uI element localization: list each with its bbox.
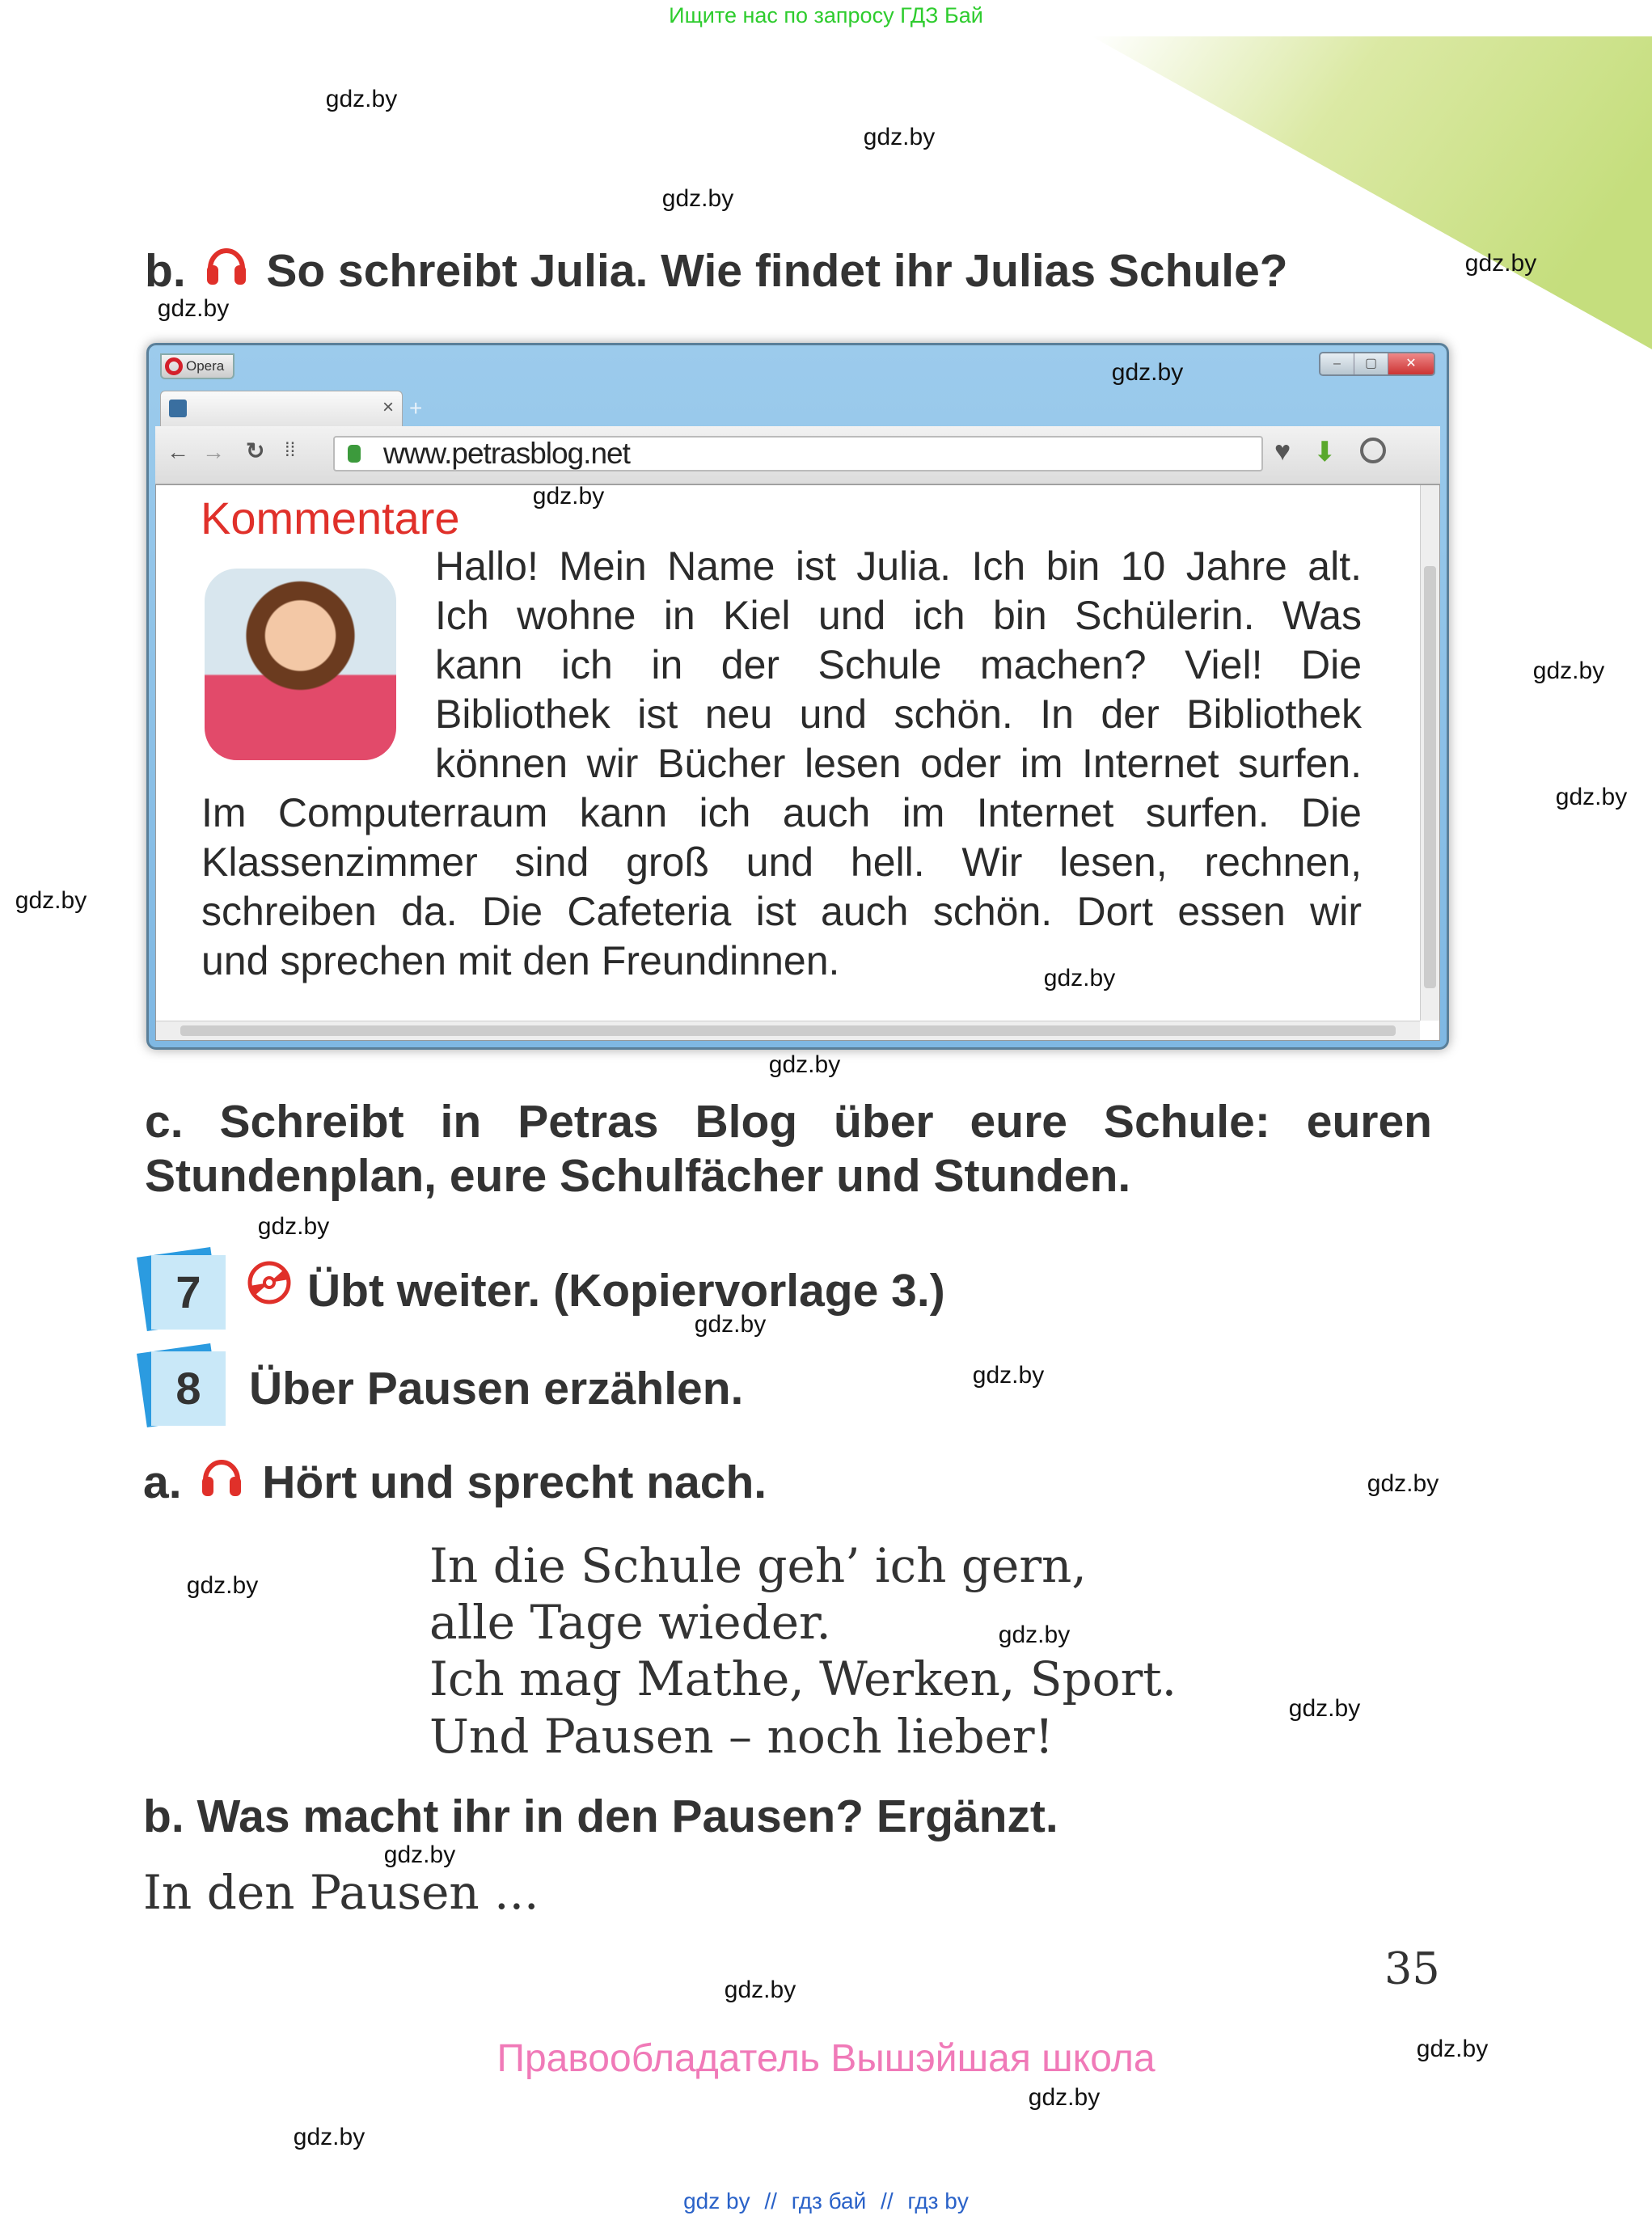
heart-icon[interactable]: ♥	[1274, 436, 1291, 467]
watermark: gdz.by	[15, 887, 87, 914]
green-corner-decoration	[0, 0, 1652, 364]
exercise-8b-title: Was macht ihr in den Pausen? Ergänzt.	[196, 1791, 1058, 1842]
scrollbar-thumb[interactable]	[1424, 566, 1436, 988]
download-icon[interactable]: ⬇	[1313, 437, 1337, 467]
blog-line: schreiben da. Die Cafeteria ist auch schön. Dort essen wir	[201, 889, 1362, 934]
horizontal-scrollbar[interactable]	[156, 1021, 1420, 1040]
lock-icon	[348, 445, 361, 463]
new-tab-icon[interactable]: +	[409, 395, 423, 421]
address-bar[interactable]	[333, 436, 1263, 471]
exercise-number: 8	[151, 1351, 226, 1426]
headphones-icon	[204, 241, 249, 290]
watermark: gdz.by	[1555, 784, 1628, 810]
exercise-8a-title: Hört und sprecht nach.	[262, 1457, 767, 1508]
opera-logo-icon	[165, 357, 183, 375]
tab-close-icon[interactable]: ×	[382, 396, 394, 418]
section-b-title: So schreibt Julia. Wie findet ihr Julias Schule?	[266, 245, 1288, 297]
turbo-icon[interactable]	[1360, 438, 1386, 463]
exercise-8b-label: b.	[143, 1791, 184, 1842]
browser-window	[146, 343, 1449, 1050]
footer-separator: //	[881, 2188, 894, 2213]
blog-line: Hallo! Mein Name ist Julia. Ich bin 10 Jahre alt.	[435, 543, 1362, 589]
watermark: gdz.by	[1028, 2084, 1101, 2111]
watermark: gdz.by	[972, 1362, 1045, 1389]
reload-icon[interactable]: ↻	[246, 438, 265, 463]
exercise-7-number-box	[146, 1255, 221, 1330]
comments-heading: Kommentare	[201, 493, 460, 543]
answer-starter: In den Pausen ...	[143, 1865, 539, 1920]
footer-link[interactable]: гдз бай	[791, 2188, 867, 2213]
julia-photo	[205, 569, 396, 760]
watermark: gdz.by	[1464, 250, 1537, 277]
footer-separator: //	[764, 2188, 777, 2213]
watermark: gdz.by	[293, 2124, 365, 2150]
watermark: gdz.by	[1532, 657, 1605, 684]
minimize-button[interactable]: –	[1320, 353, 1354, 374]
watermark: gdz.by	[1111, 359, 1184, 386]
exercise-8a-label: a.	[143, 1457, 182, 1508]
section-c-line	[145, 1095, 1432, 1148]
watermark: gdz.by	[186, 1572, 259, 1599]
section-c-text: Schreibt in Petras Blog über eure Schule: euren	[219, 1096, 1432, 1148]
cd-icon	[247, 1260, 292, 1305]
watermark: gdz.by	[768, 1051, 841, 1078]
blog-line: Klassenzimmer sind groß und hell. Wir lesen, rechnen,	[201, 839, 1362, 885]
vertical-scrollbar[interactable]	[1420, 485, 1439, 1021]
watermark: gdz.by	[998, 1621, 1071, 1648]
watermark: gdz.by	[1043, 965, 1116, 991]
poem-line: Und Pausen – noch lieber!	[429, 1709, 1054, 1764]
watermark: gdz.by	[532, 483, 605, 509]
exercise-number: 7	[151, 1255, 226, 1330]
opera-label: Opera	[186, 358, 225, 374]
section-b-heading	[145, 241, 1288, 298]
opera-menu-button[interactable]	[160, 353, 234, 379]
watermark: gdz.by	[157, 295, 230, 322]
browser-toolbar	[155, 426, 1440, 484]
exercise-8-title: Über Pausen erzählen.	[249, 1363, 744, 1414]
exercise-8-number-box	[146, 1351, 221, 1426]
blog-line: Im Computerraum kann ich auch im Internet surfen. Die	[201, 790, 1362, 835]
watermark: gdz.by	[1416, 2036, 1489, 2062]
top-banner[interactable]: Ищите нас по запросу ГДЗ Бай	[669, 3, 983, 27]
watermark: gdz.by	[724, 1977, 796, 2003]
maximize-button[interactable]: ▢	[1354, 353, 1388, 374]
exercise-8a-heading	[143, 1452, 767, 1509]
close-window-button[interactable]: ✕	[1388, 353, 1434, 374]
watermark: gdz.by	[863, 124, 936, 150]
blog-line: kann ich in der Schule machen? Viel! Die	[435, 642, 1362, 687]
watermark: gdz.by	[1367, 1470, 1439, 1497]
scrollbar-thumb[interactable]	[180, 1025, 1396, 1036]
watermark: gdz.by	[257, 1213, 330, 1240]
page-number: 35	[1384, 1943, 1440, 1994]
speed-dial-icon[interactable]: ⁞⁞	[285, 439, 296, 461]
forward-icon[interactable]: →	[202, 439, 225, 464]
exercise-8b-heading	[143, 1790, 1058, 1843]
copyright-notice: Правообладатель Вышэйшая школа	[496, 2037, 1156, 2080]
watermark: gdz.by	[1288, 1695, 1361, 1722]
poem-line: In die Schule geh’ ich gern,	[429, 1538, 1087, 1593]
section-b-label: b.	[145, 245, 186, 297]
blog-line: und sprechen mit den Freundinnen.	[201, 938, 840, 983]
blog-content	[155, 484, 1440, 1041]
footer-links	[0, 2188, 1652, 2214]
poem-line: Ich mag Mathe, Werken, Sport.	[429, 1651, 1177, 1706]
url-text: www.petrasblog.net	[383, 437, 630, 470]
blog-line: Bibliothek ist neu und schön. In der Bibliothek	[435, 691, 1362, 737]
watermark: gdz.by	[383, 1841, 456, 1868]
section-c-line: Stundenplan, eure Schulfächer und Stunden.	[145, 1150, 1131, 1202]
browser-tab[interactable]	[160, 391, 403, 426]
footer-link[interactable]: gdz by	[683, 2188, 750, 2213]
tab-favicon-icon	[169, 400, 187, 417]
footer-link[interactable]: гдз by	[907, 2188, 969, 2213]
watermark: gdz.by	[661, 185, 734, 212]
exercise-7-title: Übt weiter. (Kopiervorlage 3.)	[307, 1265, 945, 1317]
section-c-label: c.	[145, 1096, 184, 1148]
poem-line: alle Tage wieder.	[429, 1595, 831, 1650]
blog-line: können wir Bücher lesen oder im Internet surfen.	[435, 741, 1362, 786]
watermark: gdz.by	[694, 1311, 767, 1338]
back-icon[interactable]: ←	[167, 439, 189, 464]
window-controls	[1319, 352, 1435, 376]
watermark: gdz.by	[325, 86, 398, 112]
headphones-icon	[199, 1452, 244, 1501]
blog-line: Ich wohne in Kiel und ich bin Schülerin. Was	[435, 593, 1362, 638]
